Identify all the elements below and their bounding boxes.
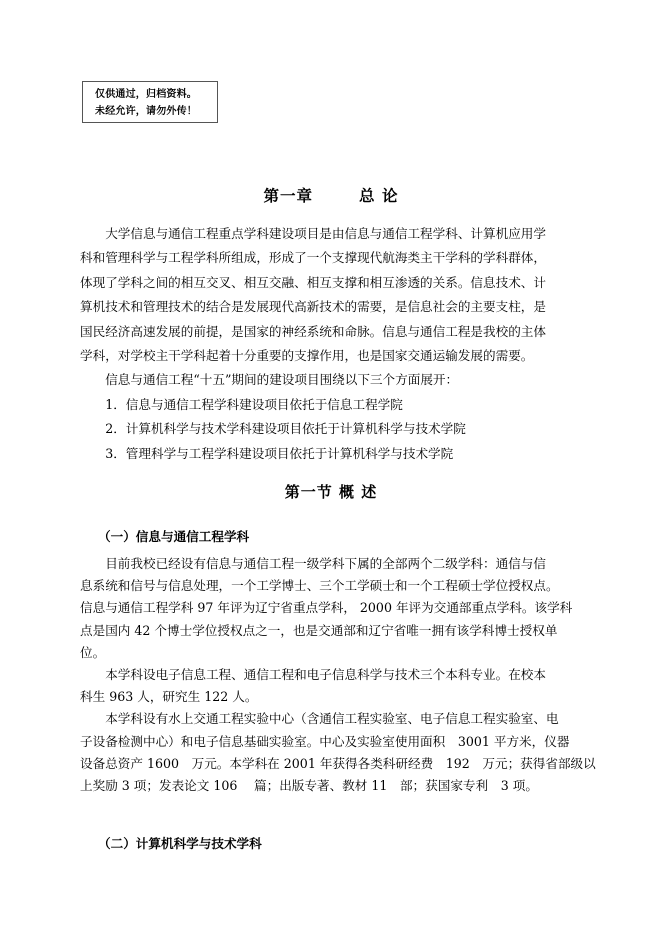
body-line: 设备总资产 1600 万元。本学科在 2001 年获得各类科研经费 192 万元；获得省部级以 — [80, 755, 596, 771]
intro-line: 信息与通信工程“十五”期间的建设项目围绕以下三个方面展开： — [80, 372, 459, 388]
body-line: 子设备检测中心）和电子信息基础实验室。中心及实验室使用面积 3001 平方米，仪器 — [80, 733, 570, 749]
section-title: 第一节 概 述 — [284, 483, 378, 501]
stamp-line-2: 未经允许，请勿外传！ — [95, 106, 197, 117]
body-line: 位。 — [80, 644, 106, 660]
list-item-3: 3．管理科学与工程学科建设项目依托于计算机科学与技术学院 — [80, 445, 454, 461]
body-line: 上奖励 3 项；发表论文 106 篇；出版专著、教材 11 部；获国家专利 3 项。 — [80, 777, 538, 793]
chapter-heading — [0, 184, 662, 206]
subsection-1-title: （一）信息与通信工程学科 — [98, 529, 250, 544]
intro-line: 大学信息与通信工程重点学科建设项目是由信息与通信工程学科、计算机应用学 — [80, 226, 546, 241]
body-line: 目前我校已经设有信息与通信工程一级学科下属的全部两个二级学科：通信与信 — [80, 556, 546, 571]
intro-line: 体现了学科之间的相互交叉、相互交融、相互支撑和相互渗透的关系。信息技术、计 — [80, 274, 546, 290]
chapter-label: 第一章 — [263, 186, 314, 205]
intro-line: 国民经济高速发展的前提，是国家的神经系统和命脉。信息与通信工程是我校的主体 — [80, 323, 546, 339]
confidential-stamp — [82, 81, 218, 123]
list-item-1: 1．信息与通信工程学科建设项目依托于信息工程学院 — [80, 396, 403, 412]
list-item-2: 2．计算机科学与技术学科建设项目依托于计算机科学与技术学院 — [80, 421, 466, 437]
intro-line: 算机技术和管理技术的结合是发展现代高新技术的需要，是信息社会的主要支柱，是 — [80, 299, 546, 315]
intro-line: 学科，对学校主干学科起着十分重要的支撑作用，也是国家交通运输发展的需要。 — [80, 347, 534, 363]
intro-paragraphs — [80, 222, 582, 466]
subsection-1-body — [80, 553, 596, 797]
body-line: 点是国内 42 个博士学位授权点之一，也是交通部和辽宁省唯一拥有该学科博士授权单 — [80, 622, 558, 638]
stamp-line-1: 仅供通过，归档资料。 — [95, 89, 197, 100]
body-line: 息系统和信号与信息处理，一个工学博士、三个工学硕士和一个工程硕士学位授权点。 — [80, 578, 559, 594]
body-line: 信息与通信工程学科 97 年评为辽宁省重点学科， 2000 年评为交通部重点学科。该学科 — [80, 600, 573, 616]
chapter-title: 总 论 — [359, 186, 399, 205]
body-line: 本学科设有水上交通工程实验中心（含通信工程实验室、电子信息工程实验室、电 — [80, 711, 559, 727]
body-line: 本学科设电子信息工程、通信工程和电子信息科学与技术三个本科专业。在校本 — [80, 666, 546, 682]
subsection-2-title: （二）计算机科学与技术学科 — [98, 836, 262, 851]
body-line: 科生 963 人，研究生 122 人。 — [80, 689, 258, 705]
intro-line: 科和管理科学与工程学科所组成，形成了一个支撑现代航海类主干学科的学科群体， — [80, 250, 546, 266]
